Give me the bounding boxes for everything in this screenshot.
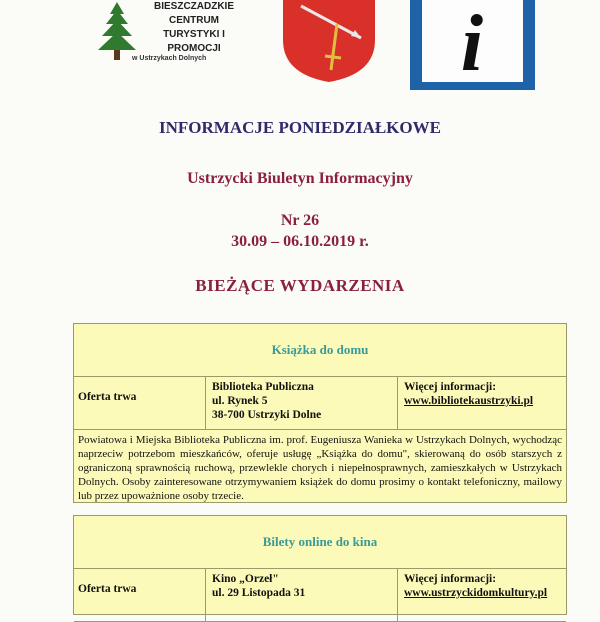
main-title: INFORMACJE PONIEDZIAŁKOWE — [159, 118, 441, 137]
logo-text: BIESZCZADZKIE CENTRUM TURYSTYKI I PROMOCJI — [154, 1, 234, 54]
centrum-turystyki-logo — [88, 0, 248, 66]
info-label: Więcej informacji: — [404, 573, 497, 585]
info-link[interactable]: www.ustrzyckidomkultury.pl — [404, 587, 548, 599]
event-card — [73, 515, 567, 615]
issue-dates: 30.09 – 06.10.2019 r. — [231, 233, 369, 250]
event-title: Bilety online do kina — [74, 516, 566, 569]
event-details-row — [74, 377, 566, 430]
event-place: Kino „Orzeł" ul. 29 Listopada 31 — [206, 569, 398, 621]
event-place: Biblioteka Publiczna ul. Rynek 5 38-700 Ustrzyki Dolne — [206, 377, 398, 429]
logo-subtitle: w Ustrzykach Dolnych — [132, 55, 207, 62]
section-title: BIEŻĄCE WYDARZENIA — [195, 276, 405, 295]
bulletin-title: Ustrzycki Biuletyn Informacyjny — [187, 170, 413, 187]
event-description: Powiatowa i Miejska Biblioteka Publiczna im. prof. Eugeniusza Wanieka w Ustrzykach Dolnych, wychodząc naprzeciw potrzebom mieszkańców, oferuje usługę „Książka do domu", skierowaną do osób starszych z ograniczoną sprawnością ruchową, przewlekle chorych i niepełnosprawnych, zamieszkałych w Ustrzykach Dolnych. Osoby zainteresowane otrzymywaniem książek do domu prosimy o kontakt telefoniczny, mailowy lub przez upoważnione osoby trzecie. — [78, 434, 562, 502]
coat-of-arms-icon — [281, 0, 377, 82]
event-when: Oferta trwa — [74, 569, 206, 621]
svg-text:i: i — [460, 0, 484, 88]
info-label: Więcej informacji: — [404, 381, 497, 393]
info-link[interactable]: www.bibliotekaustrzyki.pl — [404, 395, 534, 407]
event-details-row — [74, 569, 566, 622]
event-info — [398, 569, 566, 621]
event-card — [73, 323, 567, 503]
event-title: Książka do domu — [74, 324, 566, 377]
event-when: Oferta trwa — [74, 377, 206, 429]
event-info — [398, 377, 566, 429]
issue-number: Nr 26 — [280, 212, 320, 229]
tourist-info-icon — [410, 0, 535, 90]
